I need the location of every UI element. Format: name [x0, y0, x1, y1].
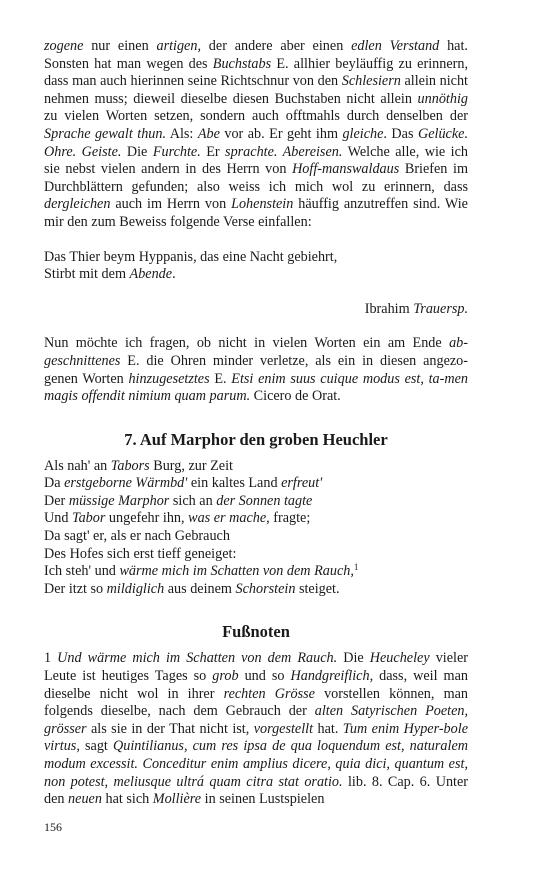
- text-run: in seinen Lustspielen: [201, 791, 325, 808]
- text-run: E. die Ohren minder verletze, als ein in diesen angezo-genen Worten: [44, 352, 468, 387]
- italic-text: Heucheley: [369, 650, 430, 667]
- italic-text: der Sonnen tagte: [216, 492, 313, 509]
- italic-text: müssige Marphor: [68, 492, 170, 509]
- italic-text: Gelücke. Ohre. Geiste.: [44, 125, 468, 160]
- text-run: Stirbt mit dem: [44, 266, 130, 283]
- text-run: sich an: [169, 492, 217, 509]
- text-run: Des Hofes sich erst tieff geneiget:: [44, 545, 237, 562]
- italic-text: erfreut': [281, 475, 323, 492]
- footnote-1: [44, 650, 468, 808]
- text-run: ungefehr ihn,: [105, 510, 189, 527]
- verse-line: [44, 475, 468, 493]
- italic-text: wärme mich im Schatten von dem Rauch,: [119, 563, 354, 580]
- text-run: sagt: [79, 738, 113, 755]
- text-run: hat.: [313, 720, 343, 737]
- text-run: fragte;: [269, 510, 311, 527]
- italic-text: Hoff-manswaldaus: [292, 161, 400, 178]
- italic-text: gleiche: [342, 125, 384, 142]
- italic-text: was er mache,: [188, 510, 270, 527]
- italic-text: Tabors: [110, 457, 150, 474]
- paragraph-cicero: [44, 335, 468, 405]
- footnote-ref[interactable]: 1: [353, 562, 359, 573]
- text-run: .: [172, 266, 176, 283]
- verse-line: [44, 528, 468, 546]
- text-run: häuffig anzutreffen sind. Wie mir den zum Beweiss folgende Verse einfallen:: [44, 196, 468, 230]
- italic-text: Lohenstein: [231, 196, 294, 213]
- italic-text: ab-geschnittenes: [44, 335, 468, 369]
- italic-text: grob: [212, 668, 239, 685]
- text-run: Ich steh' und: [44, 563, 120, 580]
- text-run: E. allhier beyläuffig zu erinnern, dass man auch hierinnen seine Richtschnur von den: [44, 55, 468, 90]
- text-run: ein kaltes Land: [187, 475, 282, 492]
- text-run: Der itzt so: [44, 580, 107, 597]
- text-run: steiget.: [295, 580, 340, 597]
- quoted-verse: [44, 249, 468, 284]
- poem-verses: [44, 458, 468, 599]
- text-run: Da sagt' er, als er nach Gebrauch: [44, 528, 230, 545]
- text-run: zu vielen Worten setzen, sondern auch offtmahls durch denselben der: [44, 108, 468, 125]
- poem-title: 7. Auf Marphor den groben Heuchler: [124, 429, 388, 449]
- text-run: Die: [121, 143, 153, 160]
- text-run: aus deinem: [164, 580, 236, 597]
- verse-line: [44, 266, 468, 284]
- text-run: Da: [44, 475, 65, 492]
- verse-line: [44, 249, 468, 267]
- italic-text: erstgeborne Wärmbd': [64, 475, 188, 492]
- text-run: vieler Leute ist heutiges Tages so: [44, 650, 468, 685]
- italic-text: Abe: [197, 125, 220, 142]
- verse-line: [44, 563, 468, 581]
- verse-line: [44, 458, 468, 476]
- italic-text: mildiglich: [106, 580, 165, 597]
- footnotes-heading: Fußnoten: [222, 622, 290, 642]
- italic-text: vorgestellt: [253, 720, 314, 737]
- page-number: 156: [44, 820, 62, 834]
- text-run: Das Thier beym Hyppanis, das eine Nacht gebiehrt,: [44, 248, 338, 265]
- italic-text: Tabor: [71, 510, 106, 527]
- text-run: allein nicht nehmen muss; dieweil dieselbe diesen Buchstaben nicht allein: [44, 73, 468, 107]
- italic-text: Abende: [129, 266, 173, 283]
- verse-line: [44, 546, 468, 564]
- verse-line: [44, 493, 468, 511]
- text-run: . Das: [383, 125, 418, 142]
- text-run: Welche alle, wie ich sie nebst vielen andern in des Herrn von: [44, 143, 468, 178]
- italic-text: Mollière: [152, 791, 202, 808]
- italic-text: neuen: [68, 791, 102, 808]
- italic-text: dergleichen: [44, 196, 111, 213]
- italic-text: zogene: [44, 38, 84, 54]
- italic-text: Handgreiflich,: [290, 668, 374, 685]
- italic-text: Furchte.: [152, 143, 201, 160]
- text-run: der andere aber einen: [201, 38, 352, 54]
- italic-text: Sprache gewalt thun.: [44, 125, 167, 142]
- text-run: lib. 8. Cap. 6. Unter den: [44, 773, 469, 808]
- italic-text: Etsi enim suus cuique modus est, ta-men magis offendit nimium quam parum.: [44, 370, 468, 405]
- text-run: Nun möchte ich fragen, ob nicht in vielen Worten ein am Ende: [44, 335, 450, 352]
- text-run: 1: [44, 650, 58, 667]
- italic-text: hinzugesetztes: [128, 370, 210, 387]
- text-run: Ibrahim: [364, 300, 414, 317]
- italic-text: alten Satyrischen Poeten, grösser: [44, 703, 469, 737]
- italic-text: rechten Grösse: [223, 685, 315, 702]
- text-run: Als nah' an: [44, 457, 111, 474]
- text-run: Und: [44, 510, 72, 527]
- text-run: vor ab. Er geht ihm: [219, 125, 343, 142]
- italic-text: artigen,: [156, 38, 201, 54]
- text-run: als sie in der That nicht ist,: [86, 720, 254, 737]
- text-run: Er: [200, 143, 226, 160]
- text-run: Briefen im Durchblättern gefunden; also weiss ich mich wol zu erinnern, dass: [44, 161, 468, 195]
- page-body: [44, 38, 468, 809]
- italic-text: Buchstabs: [212, 55, 272, 72]
- italic-text: Schlesiern: [341, 73, 401, 90]
- text-run: nur einen: [83, 38, 157, 54]
- text-run: hat. Sonsten hat man wegen des: [44, 38, 468, 72]
- verse-line: [44, 510, 468, 528]
- text-run: Burg, zur Zeit: [149, 457, 233, 474]
- italic-text: edlen Verstand: [351, 38, 440, 54]
- text-run: hat sich: [101, 791, 153, 808]
- text-run: Als:: [166, 125, 198, 142]
- italic-text: Schorstein: [235, 580, 296, 597]
- text-run: auch im Herrn von: [110, 196, 232, 213]
- text-run: Die: [337, 650, 370, 667]
- text-run: E.: [209, 370, 232, 387]
- italic-text: Und wärme mich im Schatten von dem Rauch.: [57, 650, 338, 667]
- italic-text: Quintilianus, cum res ipsa de qua loquendum est, naturalem modum excessit. Conceditur enim amplius dicere, quia dici, quantum est, non potest, meliusque ultrá quam citra stat oratio.: [44, 738, 468, 790]
- text-run: und so: [238, 668, 291, 685]
- text-run: dass, weil man dieselbe nicht wol in ihrer: [44, 668, 468, 702]
- paragraph-buchstab-e: [44, 38, 468, 232]
- text-run: vorstellen können, man folgends dieselbe, nach dem Gebrauch der: [44, 685, 469, 720]
- quote-attribution: [44, 301, 468, 319]
- italic-text: Trauersp.: [413, 300, 468, 317]
- italic-text: sprachte. Abereisen.: [225, 143, 343, 160]
- italic-text: unnöthig: [417, 90, 468, 107]
- text-run: Der: [44, 492, 69, 509]
- verse-line: [44, 581, 468, 599]
- italic-text: Tum enim Hyper-bole virtus,: [44, 720, 468, 755]
- text-run: Cicero de Orat.: [250, 388, 341, 405]
